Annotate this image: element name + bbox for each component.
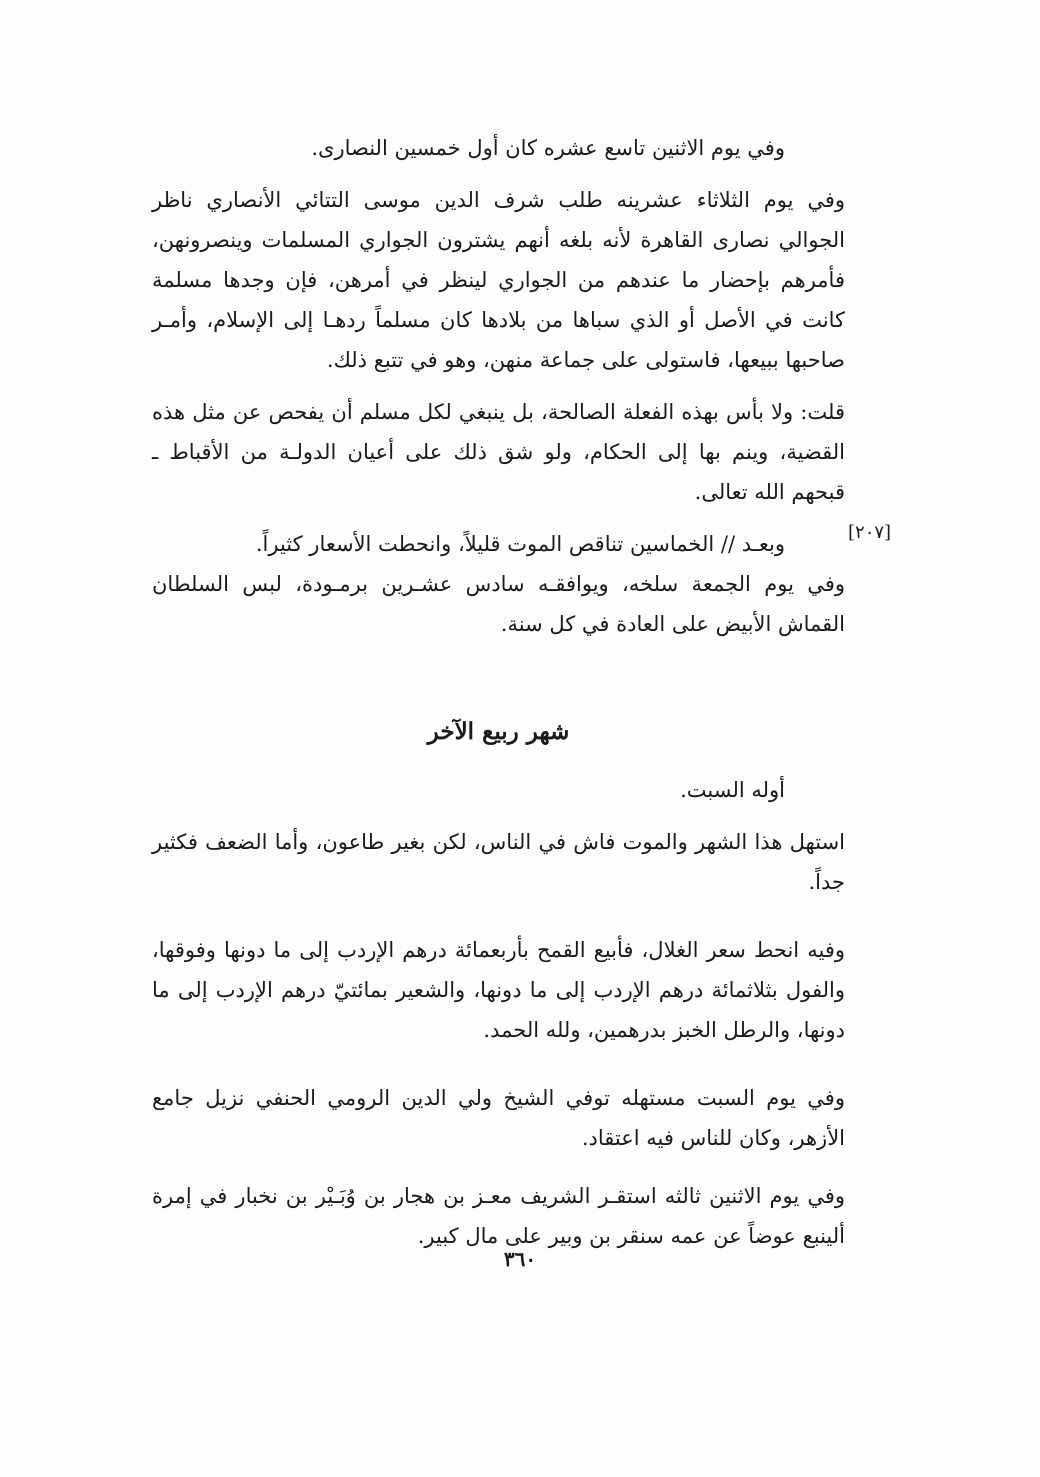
paragraph-1: وفي يوم الاثنين تاسع عشره كان أول خمسين النصارى. (311, 136, 785, 160)
paragraph-9: وفي يوم السبت مستهله توفي الشيخ ولي الدين الرومي الحنفي نزيل جامع الأزهر، وكان للناس فيه اعتقاد. (152, 1086, 845, 1150)
paragraph-8: وفيه انحط سعر الغلال، فأبيع القمح بأربعمائة درهم الإردب إلى ما دونها وفوقها، والفول بثلاثمائة درهم الإردب إلى ما دونها، والشعير بمائتيّ درهم الإردب إلى ما دونها، والرطل الخبز بدرهمين، ولله الحمد. (152, 938, 845, 1042)
paragraph-5: وفي يوم الجمعة سلخه، ويوافقـه سادس عشـرين برمـودة، لبس السلطان القماش الأبيض على العادة في كل سنة. (152, 572, 845, 636)
paragraph-10: وفي يوم الاثنين ثالثه استقـر الشريف معـز بن هجار بن وُبَـيْر بن نخبار في إمرة ألينبع عوضاً عن عمه سنقر بن وبير على مال كبير. (152, 1184, 845, 1248)
paragraph-4: وبعـد // الخماسين تناقص الموت قليلاً، وانحطت الأسعار كثيراً. (255, 532, 785, 556)
paragraph-3: قلت: ولا بأس بهذه الفعلة الصالحة، بل ينبغي لكل مسلم أن يفحص عن مثل هذه القضية، وينم بها إلى الحكام، ولو شق ذلك على أعيان الدولـة من الأقباط ـ قبحهم الله تعالى. (152, 400, 845, 504)
paragraph-7: استهل هذا الشهر والموت فاش في الناس، لكن بغير طاعون، وأما الضعف فكثير جداً. (152, 830, 845, 894)
page-number: ٣٦٠ (503, 1247, 537, 1271)
paragraph-2: وفي يوم الثلاثاء عشرينه طلب شرف الدين موسى التتائي الأنصاري ناظر الجوالي نصارى القاهرة لأنه بلغه أنهم يشترون الجواري المسلمات وينصرونهن، فأمرهم بإحضار ما عندهم من الجواري لينظر في أمرهن، فإن وجدها مسلمة كانت في الأصل أو الذي سباها من بلادها كان مسلماً ردهـا إلى الإسلام، وأمـر صاحبها ببيعها، فاستولى على جماعة منهن، وهو في تتبع ذلك. (152, 188, 845, 372)
marginal-page-reference: [٢٠٧] (848, 522, 892, 543)
paragraph-6: أوله السبت. (680, 778, 785, 802)
section-heading: شهر ربيع الآخر (427, 718, 570, 745)
text-block-top (152, 128, 845, 644)
text-block-bottom (152, 712, 845, 1256)
